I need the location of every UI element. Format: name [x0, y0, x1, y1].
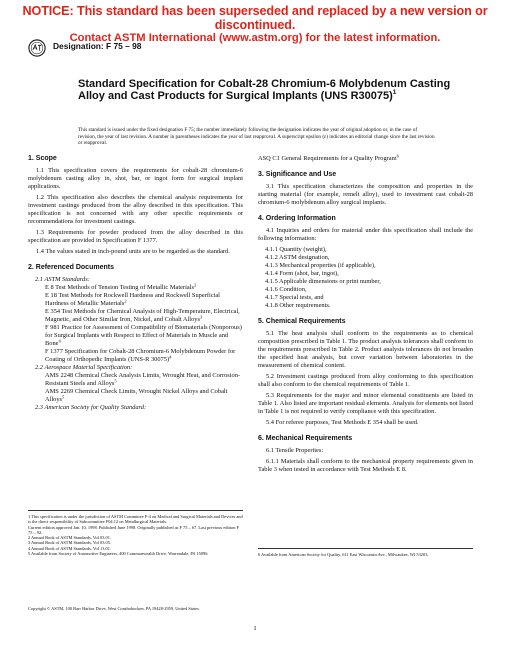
left-column: [28, 155, 243, 412]
ref-ams2269-text: AMS 2269 Chemical Check Limits, Wrought Nickel Alloys and Cobalt Alloys: [45, 388, 228, 403]
page-number: 1: [253, 625, 257, 632]
paragraph-3-1: 3.1 This specification characterizes the composition and properties in the starting material (for example, remelt alloy), used to investment cast cobalt-28 chromium-6 molybdenum alloy surgical implants.: [258, 183, 473, 206]
notice-line-1: NOTICE: This standard has been superseded and replaced by a new version or discontinued.: [22, 4, 488, 32]
footnote-6: 6 Available from American Society for Quality, 611 East Wisconsin Ave., Milwaukee, WI 53203.: [258, 552, 429, 557]
ref-asq-c1: [258, 155, 473, 163]
footnote-5: 5 Available from Society of Automotive Engineers, 400 Commonwealth Drive, Warrendale, PA 15096.: [28, 551, 209, 557]
footnotes: [28, 510, 243, 556]
paragraph-5-3: 5.3 Requirements for the major and minor elemental constituents are listed in Table 1. Also listed are important residual elements. Analysis for elements not listed in Table 1 is not required to verify compliance with this specification.: [258, 392, 474, 415]
ref-e18-text: E 18 Test Methods for Rockwell Hardness and Rockwell Superficial Hardness of Metallic Materials: [45, 292, 220, 307]
paragraph-1-2: 1.2 This specification also describes the chemical analysis requirements for investment castings produced from the alloy described in this specification. This specification is not concerned with any other specific requirements or recommendations for investment castings.: [28, 194, 243, 225]
paragraph-2-2: 2.2 Aerospace Material Specification:: [35, 364, 133, 371]
paragraph-6-1: 6.1 Tensile Properties:: [266, 447, 324, 454]
footnote-4: 4 Annual Book of ASTM Standards, Vol 13.01.: [28, 545, 112, 551]
list-item: 4.1.1 Quantity (weight),: [265, 246, 327, 253]
right-column: [258, 155, 473, 477]
copyright-line: Copyright © ASTM, 100 Barr Harbor Drive, West Conshohocken, PA 19428-2959, United States.: [28, 606, 200, 611]
ref-e354: [28, 308, 243, 324]
paragraph-1-1: 1.1 This specification covers the requirements for cobalt-28 chromium-6 molybdenum casting alloy in, shot, bar, or ingot form for surgical implant applications.: [28, 167, 243, 190]
ref-e8-footnote: 2: [194, 282, 197, 288]
ref-f981-text: F 981 Practice for Assessment of Compatibility of Biomaterials (Nonporous) for Surgical Implants with Respect to Effect of Materials in Muscle and Bone: [45, 324, 242, 347]
paragraph-5-1: 5.1 The heat analysis shall conform to the requirements as to chemical composition prescribed in Table 1. The product analysis tolerances shall conform to the requirements prescribed in Table 2. Product analysis tolerances do not broaden the specified heat analysis, but cover variation between laboratories in the measurement of chemical content.: [258, 330, 473, 369]
footnote-3: 3 Annual Book of ASTM Standards, Vol 03.05.: [28, 540, 112, 546]
paragraph-2-1: 2.1 ASTM Standards:: [35, 276, 90, 283]
ref-ams2248-footnote: 5: [114, 378, 117, 384]
ref-f981: [28, 324, 243, 348]
notice-banner: [0, 0, 510, 45]
ref-asq-text: ASQ C1 General Requirements for a Quality Program: [258, 155, 397, 162]
ref-f1377-text: F 1377 Specification for Cobalt-28 Chromium-6 Molybdenum Powder for Coating of Orthopedic Implants (UNS-R 30075): [45, 348, 236, 363]
paragraph-1-4: 1.4 The values stated in inch-pound units are to be regarded as the standard.: [36, 248, 230, 255]
footnote-1-continued: Current edition approved Jan. 10, 1998. Published June 1998. Originally published as F 75 – 67. Last previous edition F 75 – 92.: [28, 524, 239, 535]
document-title: [78, 78, 458, 102]
ref-e18-footnote: 2: [124, 298, 127, 304]
list-item: 4.1.6 Condition,: [265, 286, 307, 293]
ref-e8-text: E 8 Test Methods of Tension Testing of Metallic Materials: [45, 284, 194, 291]
ref-f1377: [28, 348, 243, 364]
list-item: 4.1.5 Applicable dimensions or print number,: [265, 278, 381, 285]
list-item: 4.1.7 Special tests, and: [265, 294, 324, 301]
issuance-note: This standard is issued under the fixed designation F 75; the number immediately following the designation indicates the year of original adoption or, in the case of revision, the year of last revision. A number in parentheses indicates the year of last reapproval. A superscript epsilon (ε) indicates an editorial change since the last revision or reapproval.: [78, 127, 435, 147]
ref-f981-footnote: 4: [58, 338, 61, 344]
ref-e354-footnote: 3: [199, 314, 203, 320]
section-6-heading: 6. Mechanical Requirements: [258, 435, 353, 442]
title-text: Standard Specification for Cobalt-28 Chromium-6 Molybdenum Casting Alloy and Cast Products for Surgical Implants (UNS R30075): [78, 78, 451, 103]
ref-asq-footnote: 6: [396, 153, 399, 159]
section-5-heading: 5. Chemical Requirements: [258, 318, 346, 325]
footnote-2: 2 Annual Book of ASTM Standards, Vol 03.01.: [28, 535, 112, 541]
list-item: 4.1.4 Form (shot, bar, ingot),: [265, 270, 339, 277]
section-1-heading: 1. Scope: [28, 155, 57, 162]
ordering-list: [258, 246, 473, 310]
paragraph-5-4: 5.4 For referee purposes, Test Methods E 354 shall be used.: [266, 419, 419, 426]
paragraph-1-3: 1.3 Requirements for powder produced from the alloy described in this specification are provided in Specification F 1377.: [28, 229, 243, 244]
list-item: 4.1.8 Other requirements.: [265, 302, 331, 309]
list-item: 4.1.2 ASTM designation,: [265, 254, 330, 261]
astm-logo-icon: [28, 39, 46, 57]
footnotes-right: [258, 548, 473, 557]
paragraph-4-1: 4.1 Inquiries and orders for material under this specification shall include the following information:: [258, 227, 473, 242]
ref-e354-text: E 354 Test Methods for Chemical Analysis of High-Temperature, Electrical, Magnetic, and Other Similar Iron, Nickel, and Cobalt Alloys: [45, 308, 240, 323]
section-4-heading: 4. Ordering Information: [258, 215, 336, 222]
ref-ams2269-footnote: 5: [62, 394, 65, 400]
section-3-heading: 3. Significance and Use: [258, 171, 337, 178]
ref-ams2248: [28, 372, 243, 388]
ref-ams2269: [28, 388, 243, 404]
title-footnote-mark: 1: [392, 89, 397, 97]
ref-f1377-footnote: 4: [169, 354, 172, 360]
notice-line-2: Contact ASTM International (www.astm.org) for the latest information.: [69, 32, 441, 44]
ref-e8: [28, 284, 243, 292]
footnote-1: 1 This specification is under the jurisdiction of ASTM Committee F-4 on Medical and Surgical Materials and Devices and is the direct responsibility of Subcommittee F04.12 on Metallurgical Materials.: [28, 514, 243, 525]
section-2-heading: 2. Referenced Documents: [28, 264, 114, 271]
paragraph-5-2: 5.2 Investment castings produced from alloy conforming to this specification shall also conform to the chemical requirements of Table 1.: [258, 373, 473, 388]
ref-ams2248-text: AMS 2248 Chemical Check Analysis Limits, Wrought Heat, and Corrosion-Resistant Steels and Alloys: [45, 372, 241, 387]
paragraph-6-1-1: 6.1.1 Materials shall conform to the mechanical property requirements given in Table 3 when tested in accordance with Test Methods E 8.: [258, 458, 473, 473]
paragraph-2-3: 2.3 American Society for Quality Standard:: [35, 404, 147, 411]
ref-e18: [28, 292, 243, 308]
list-item: 4.1.3 Mechanical properties (if applicable),: [265, 262, 376, 269]
designation: Designation: F 75 – 98: [53, 41, 142, 51]
